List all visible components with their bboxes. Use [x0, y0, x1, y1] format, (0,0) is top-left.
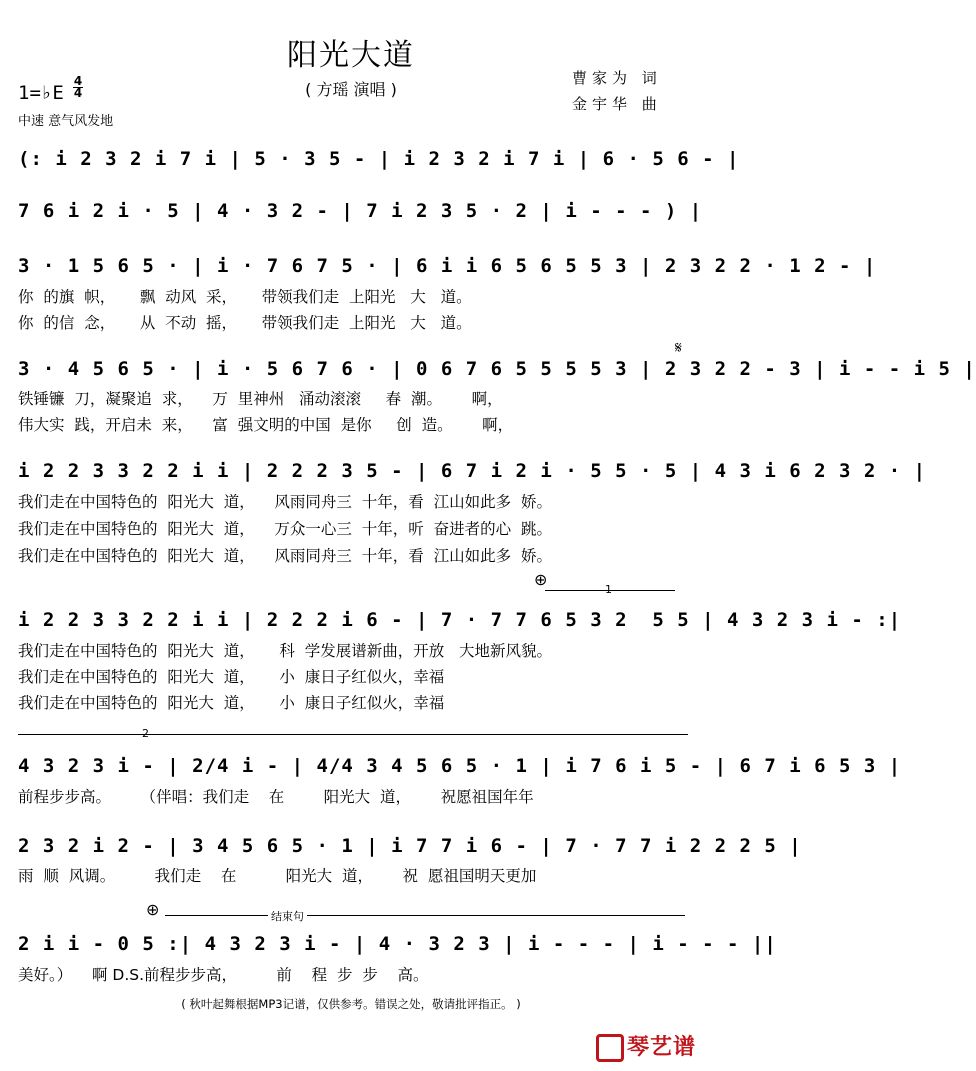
- score-line: i 2 2 3 3 2 2 i i | 2 2 2 i 6 - | 7 · 7 7 6 5 3 2 5 5 | 4 3 2 3 i - :|: [18, 609, 902, 631]
- performer: ( 方瑶 演唱 ): [305, 80, 397, 99]
- score-line: 4 3 2 3 i - | 2/4 i - | 4/4 3 4 5 6 5 · 1 | i 7 6 i 5 - | 6 7 i 6 5 3 |: [18, 755, 902, 777]
- score-line: i 2 2 3 3 2 2 i i | 2 2 2 3 5 - | 6 7 i 2 i · 5 5 · 5 | 4 3 i 6 2 3 2 · |: [18, 460, 927, 482]
- lyricist-credit: 曹家为 词: [572, 69, 662, 87]
- tempo-marking: 中速 意气风发地: [18, 114, 114, 129]
- composer-credit: 金宇华 曲: [572, 95, 662, 113]
- lyric-line: 我们走在中国特色的 阳光大 道， 小 康日子红似火，幸福: [18, 668, 445, 686]
- ending-bracket: [165, 915, 685, 916]
- lyric-line: 美好。） 啊 D.S.前程步步高， 前 程 步 步 高。: [18, 966, 429, 984]
- lyric-line: 你 的旗 帜， 飘 动风 采， 带领我们走 上阳光 大 道。: [18, 288, 472, 306]
- score-line: 3 · 1 5 6 5 · | i · 7 6 7 5 · | 6 i i 6 5 6 5 5 3 | 2 3 2 2 · 1 2 - |: [18, 255, 877, 277]
- score-line: (: i 2 3 2 i 7 i | 5 · 3 5 - | i 2 3 2 i 7 i | 6 · 5 6 - |: [18, 148, 740, 170]
- volta-1-label: 1: [605, 583, 612, 596]
- lyric-line: 我们走在中国特色的 阳光大 道， 风雨同舟三 十年，看 江山如此多 娇。: [18, 547, 552, 565]
- score-line: 3 · 4 5 6 5 · | i · 5 6 7 6 · | 0 6 7 6 5 5 5 5 3 | 2 3 2 2 - 3 | i - - i 5 |: [18, 358, 976, 380]
- lyric-line: 前程步步高。 （伴唱：我们走 在 阳光大 道， 祝愿祖国年年: [18, 788, 534, 806]
- volta-2-bracket: [18, 734, 688, 735]
- brand-icon: [596, 1034, 624, 1062]
- brand-name: 琴艺谱: [627, 1035, 697, 1060]
- brand-logo: [596, 1030, 696, 1062]
- key-signature: 1=♭E: [18, 82, 64, 104]
- coda-icon: ⊕: [534, 570, 548, 589]
- time-signature: 4 4: [73, 74, 83, 100]
- lyric-line: 雨 顺 风调。 我们走 在 阳光大 道， 祝 愿祖国明天更加: [18, 867, 537, 885]
- volta-2-label: 2: [142, 727, 149, 740]
- lyric-line: 我们走在中国特色的 阳光大 道， 风雨同舟三 十年，看 江山如此多 娇。: [18, 493, 552, 511]
- lyric-line: 你 的信 念， 从 不动 摇， 带领我们走 上阳光 大 道。: [18, 314, 472, 332]
- footer-note: ( 秋叶起舞根据MP3记谱，仅供参考。错误之处，敬请批评指正。 ): [181, 997, 521, 1011]
- segno-icon: 𝄋: [675, 338, 682, 357]
- lyric-line: 我们走在中国特色的 阳光大 道， 万众一心三 十年，听 奋进者的心 跳。: [18, 520, 552, 538]
- lyric-line: 我们走在中国特色的 阳光大 道， 小 康日子红似火，幸福: [18, 694, 445, 712]
- lyric-line: 我们走在中国特色的 阳光大 道， 科 学发展谱新曲，开放 大地新风貌。: [18, 642, 552, 660]
- coda-icon: ⊕: [146, 900, 160, 919]
- song-title: 阳光大道: [287, 38, 415, 73]
- score-line: 2 3 2 i 2 - | 3 4 5 6 5 · 1 | i 7 7 i 6 - | 7 · 7 7 i 2 2 2 5 |: [18, 835, 802, 857]
- lyric-line: 伟大实 践，开启未 来， 富 强文明的中国 是你 创 造。 啊，: [18, 416, 514, 434]
- lyric-line: 铁锤镰 刀，凝聚追 求， 万 里神州 涌动滚滚 春 潮。 啊，: [18, 390, 503, 408]
- score-line: 7 6 i 2 i · 5 | 4 · 3 2 - | 7 i 2 3 5 · 2 | i - - - ) |: [18, 200, 703, 222]
- ending-label: 结束句: [268, 908, 307, 924]
- score-line: 2 i i - 0 5 :| 4 3 2 3 i - | 4 · 3 2 3 | i - - - | i - - - ||: [18, 933, 777, 955]
